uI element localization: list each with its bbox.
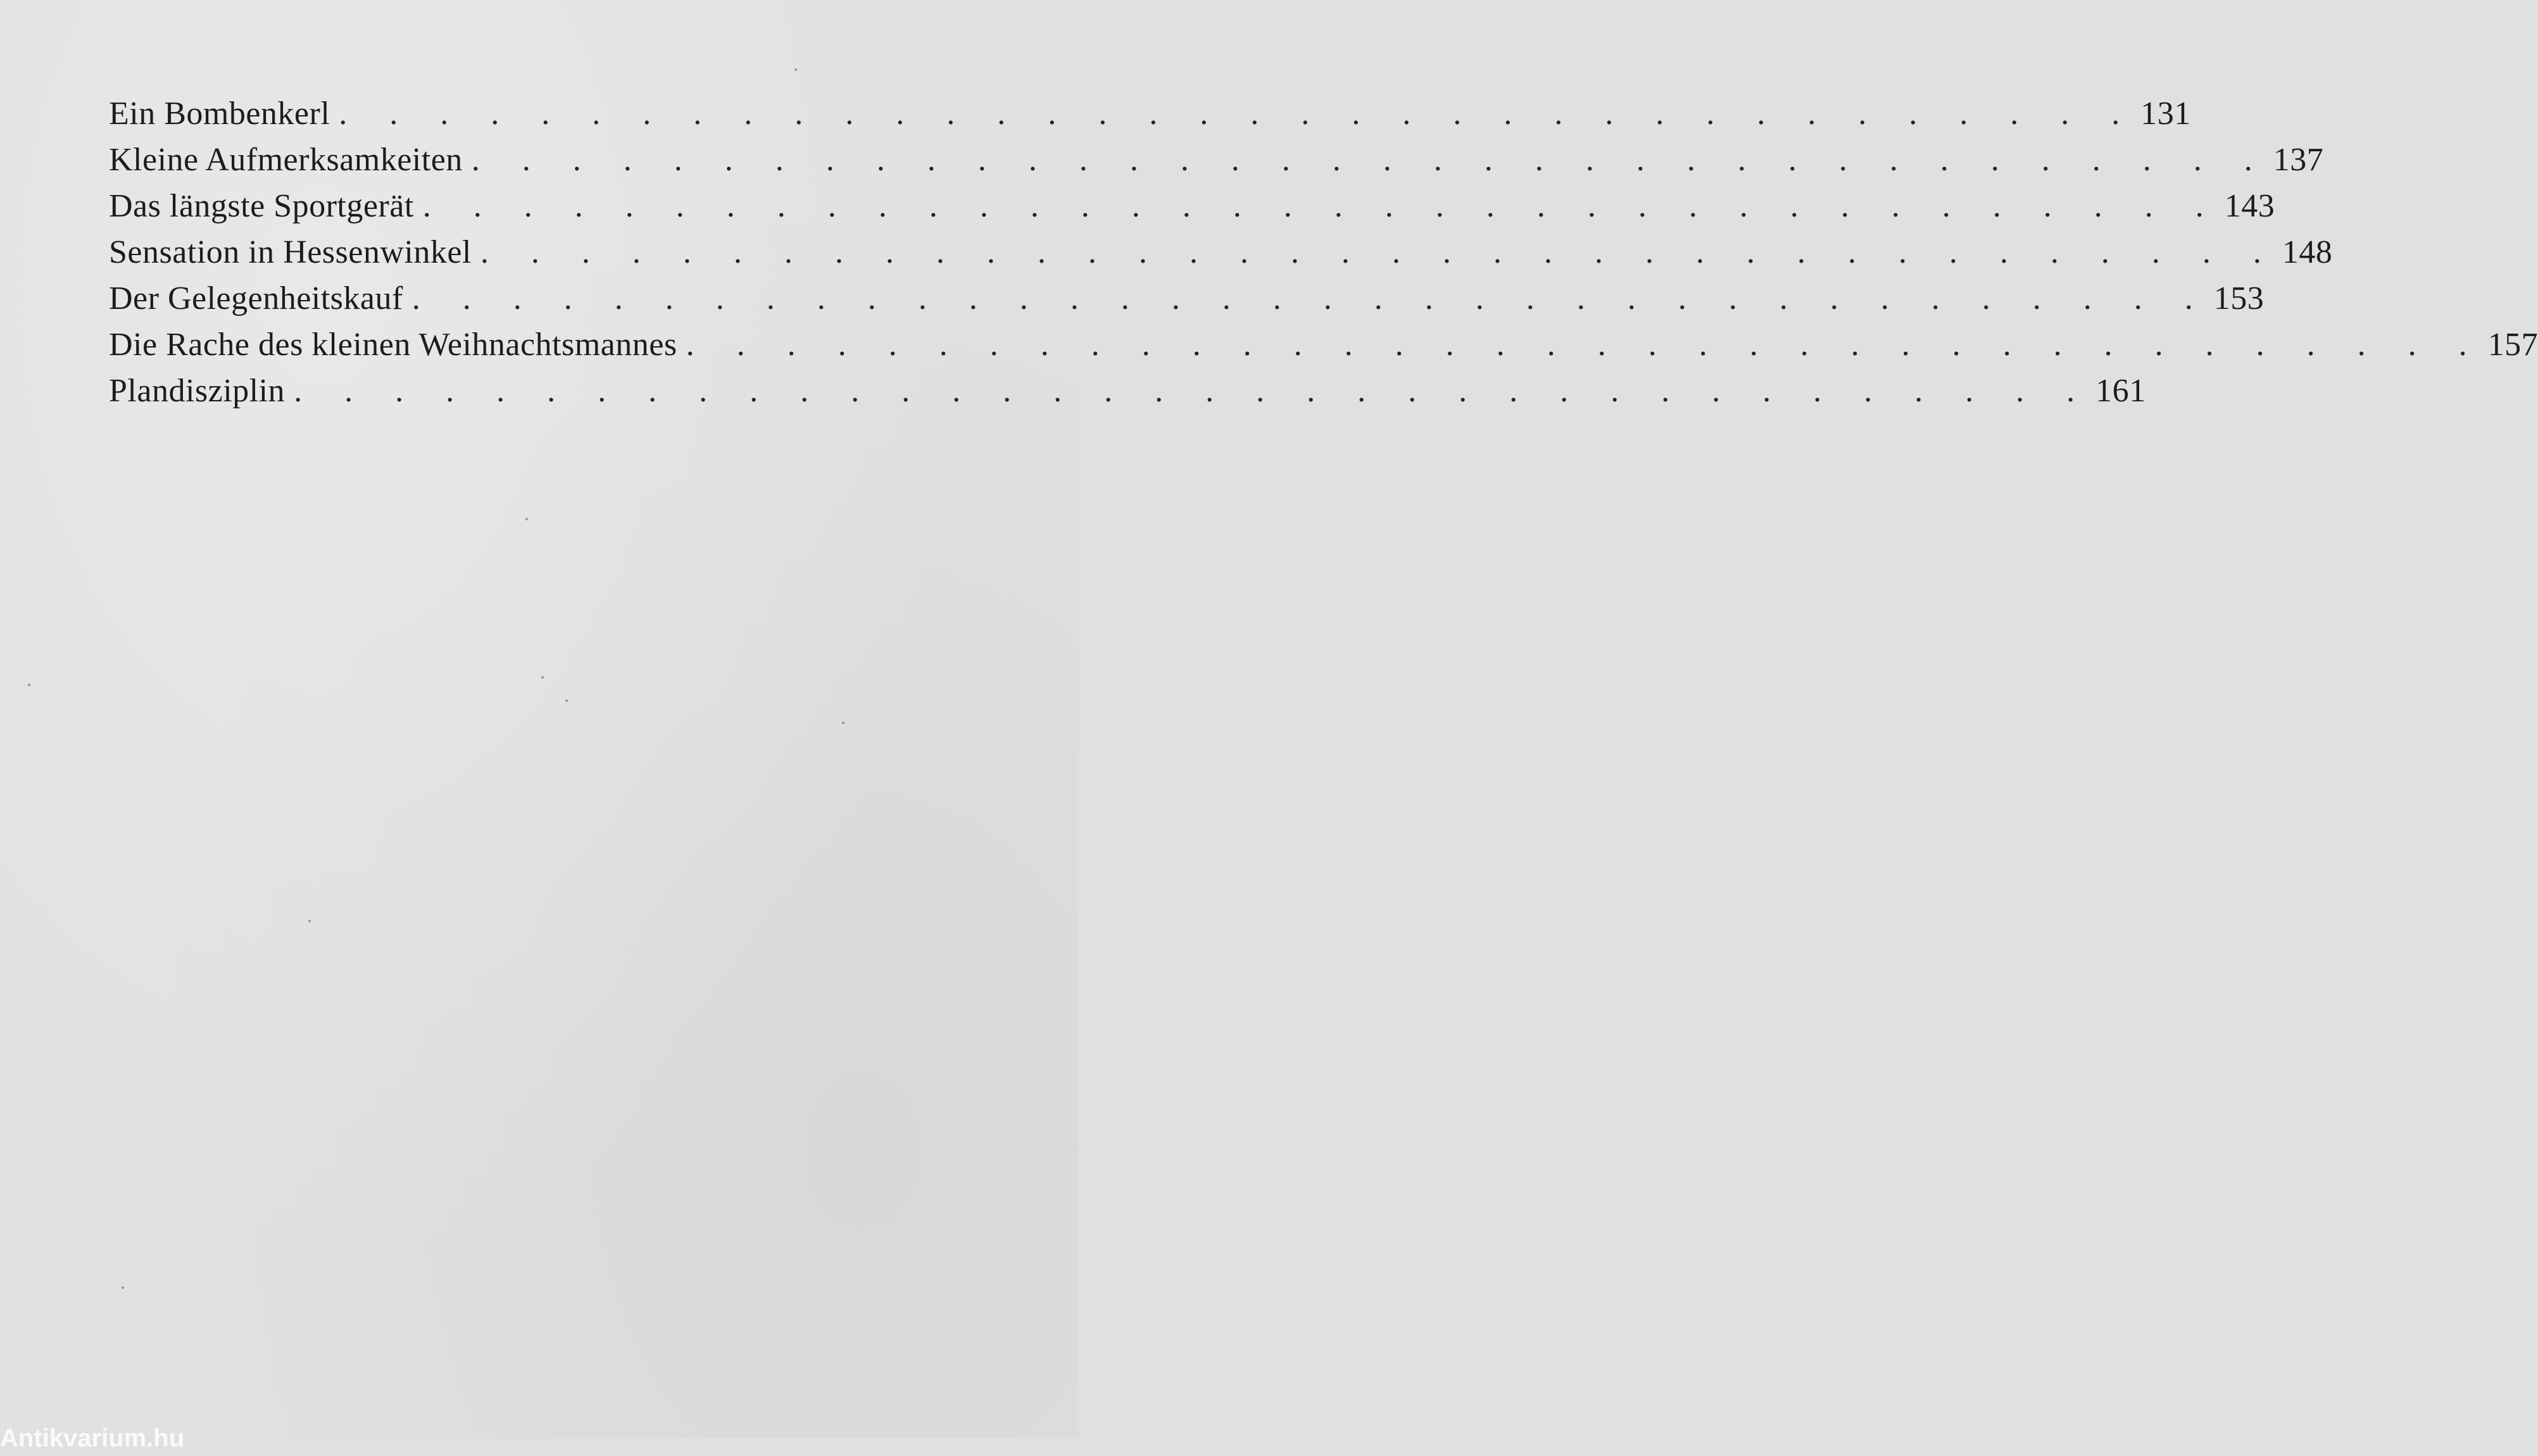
toc-entry-page: 161 [2095, 373, 2146, 409]
paper-speck [308, 920, 311, 922]
toc-leader-dots: . . . . . . . . . . . . . . . . . . . . . . . . . . . . . . . . . . . . [480, 234, 2278, 270]
toc-leader-dots: . . . . . . . . . . . . . . . . . . . . . . . . . . . . . . . . . . . . [422, 188, 2221, 224]
toc-entry-title: Ein Bombenkerl [109, 96, 330, 132]
watermark: Antikvarium.hu [0, 1424, 185, 1452]
paper-speck [525, 518, 528, 520]
toc-entry-page: 157 [2487, 327, 2538, 363]
toc-entry-title: Das längste Sportgerät [109, 188, 414, 224]
toc-entry-page: 153 [2213, 280, 2265, 317]
toc-leader-dots: . . . . . . . . . . . . . . . . . . . . . . . . . . . . . . . . . . . . [471, 142, 2270, 178]
paper-speck [541, 676, 544, 679]
toc-entry-page: 143 [2224, 188, 2275, 224]
toc-entry [109, 187, 2275, 234]
toc-entry [109, 95, 2191, 141]
toc-entry [109, 326, 2538, 372]
toc-entry-title: Plandisziplin [109, 373, 286, 409]
toc-entry [109, 280, 2265, 326]
paper-speck [565, 700, 568, 702]
toc-entry-page: 137 [2273, 142, 2324, 178]
toc-entry-title: Kleine Aufmerksamkeiten [109, 142, 463, 178]
toc-entry-title: Die Rache des kleinen Weihnachtsmannes [109, 327, 677, 363]
paper-speck [122, 1286, 124, 1289]
toc-leader-dots: . . . . . . . . . . . . . . . . . . . . . . . . . . . . . . . . . . . . [411, 280, 2210, 317]
toc-entry [109, 234, 2333, 280]
table-of-contents [109, 95, 2538, 418]
toc-entry-page: 148 [2282, 234, 2333, 270]
paper-speck [795, 68, 797, 71]
toc-entry-title: Sensation in Hessenwinkel [109, 234, 472, 270]
toc-entry-page: 131 [2140, 96, 2191, 132]
paper-speck [28, 684, 30, 686]
toc-entry [109, 141, 2324, 187]
paper-speck [842, 722, 845, 724]
toc-leader-dots: . . . . . . . . . . . . . . . . . . . . . . . . . . . . . . . . . . . . [294, 373, 2092, 409]
toc-leader-dots: . . . . . . . . . . . . . . . . . . . . . . . . . . . . . . . . . . . . [686, 327, 2484, 363]
toc-leader-dots: . . . . . . . . . . . . . . . . . . . . . . . . . . . . . . . . . . . . [339, 96, 2137, 132]
toc-entry-title: Der Gelegenheitskauf [109, 280, 403, 317]
toc-entry [109, 372, 2146, 418]
